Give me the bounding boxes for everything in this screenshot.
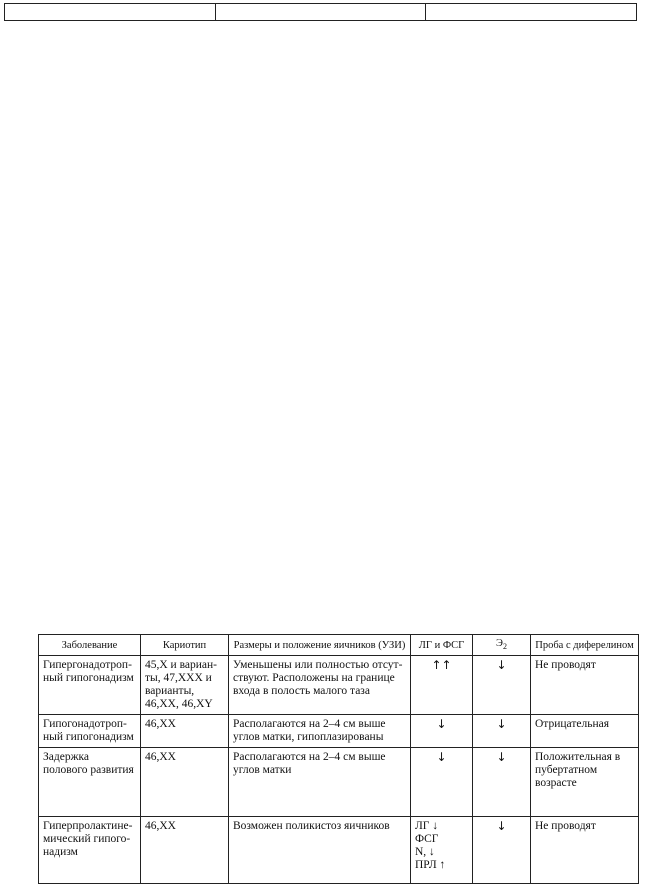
cell-e2: ↓	[473, 656, 531, 715]
header-ovaries: Размеры и положение яичников (УЗИ)	[229, 635, 411, 656]
lh-fsh-line-2: ФСГ	[415, 833, 439, 846]
lh-fsh-line-1: ЛГ ↓	[415, 820, 439, 833]
cell-lh-fsh: ↓	[411, 715, 473, 748]
header-disease: Заболевание	[39, 635, 141, 656]
header-lh-fsh: ЛГ и ФСГ	[411, 635, 473, 656]
cell-test: Не проводят	[531, 817, 639, 884]
cell-e2: ↓	[473, 748, 531, 817]
cell-test: Отрицательная	[531, 715, 639, 748]
cell-e2: ↓	[473, 817, 531, 884]
top-table-strip	[4, 3, 637, 21]
cell-disease: Гипогонадотроп-ный гипогонадизм	[39, 715, 141, 748]
header-test: Проба с диферелином	[531, 635, 639, 656]
header-e2-label: Э	[496, 638, 503, 649]
header-karyotype: Кариотип	[141, 635, 229, 656]
cell-e2: ↓	[473, 715, 531, 748]
cell-karyotype: 46,XX	[141, 748, 229, 817]
cell-ovaries: Возможен поликистоз яичников	[229, 817, 411, 884]
cell-karyotype: 45,X и вариан-ты, 47,XXX и варианты, 46,XX, 46,XY	[141, 656, 229, 715]
table-row	[39, 715, 639, 748]
lh-fsh-line-3: N, ↓	[415, 846, 435, 859]
diagnosis-table	[38, 634, 639, 884]
cell-ovaries: Располагаются на 2–4 см выше углов матки, гипоплазированы	[229, 715, 411, 748]
cell-test: Не проводят	[531, 656, 639, 715]
cell-karyotype: 46,XX	[141, 817, 229, 884]
cell-lh-fsh: ↓	[411, 748, 473, 817]
cell-ovaries: Уменьшены или полностью отсут-ствуют. Расположены на границе входа в полость малого таза	[229, 656, 411, 715]
cell-lh-fsh: ↑↑	[411, 656, 473, 715]
table-row	[39, 748, 639, 817]
header-e2	[473, 635, 531, 656]
header-e2-subscript: 2	[502, 642, 507, 652]
cell-test: Положительная в пубертатном возрасте	[531, 748, 639, 817]
table-row	[39, 656, 639, 715]
top-strip-cell-1	[5, 4, 215, 20]
cell-karyotype: 46,XX	[141, 715, 229, 748]
lh-fsh-line-4: ПРЛ ↑	[415, 859, 446, 872]
cell-disease: Задержка полового развития	[39, 748, 141, 817]
cell-disease: Гиперпролактине-мический гипого-надизм	[39, 817, 141, 884]
table-header-row	[39, 635, 639, 656]
top-strip-cell-2	[215, 4, 425, 20]
cell-ovaries: Располагаются на 2–4 см выше углов матки	[229, 748, 411, 817]
cell-disease: Гипергонадотроп-ный гипогонадизм	[39, 656, 141, 715]
top-strip-cell-3	[425, 4, 636, 20]
